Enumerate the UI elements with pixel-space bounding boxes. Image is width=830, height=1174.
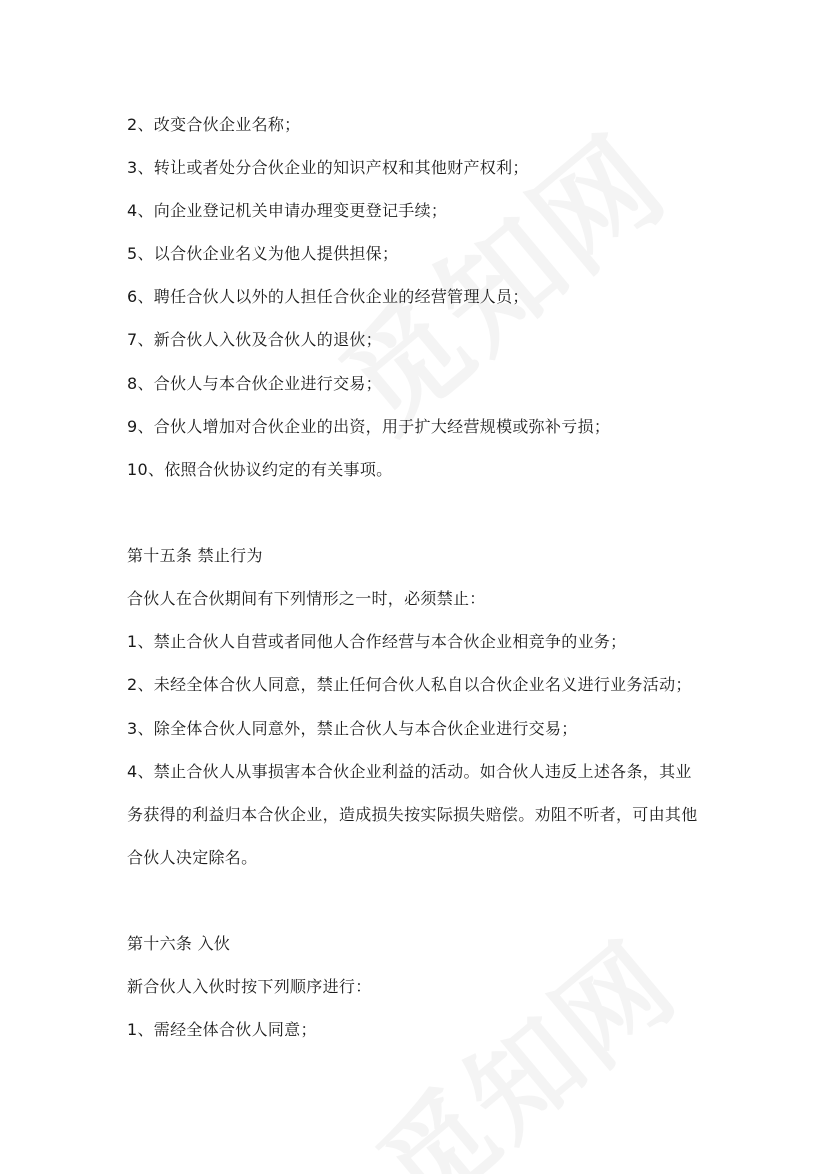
article-16-heading: 第十六条 入伙 <box>127 934 231 953</box>
list-item-10: 10、依照合伙协议约定的有关事项。 <box>127 460 393 479</box>
prohibition-item-1: 1、禁止合伙人自营或者同他人合作经营与本合伙企业相竞争的业务； <box>127 632 627 651</box>
list-item-8: 8、合伙人与本合伙企业进行交易； <box>127 374 382 393</box>
prohibition-item-4-line-2: 务获得的利益归本合伙企业，造成损失按实际损失赔偿。劝阻不听者，可由其他 <box>127 805 698 824</box>
watermark-bottom <box>340 900 704 1174</box>
list-item-9: 9、合伙人增加对合伙企业的出资，用于扩大经营规模或弥补亏损； <box>127 417 611 436</box>
list-item-7: 7、新合伙人入伙及合伙人的退伙； <box>127 330 382 349</box>
prohibition-item-3: 3、除全体合伙人同意外，禁止合伙人与本合伙企业进行交易； <box>127 719 578 738</box>
watermark <box>300 91 696 462</box>
list-item-2: 2、改变合伙企业名称； <box>127 115 301 134</box>
list-item-4: 4、向企业登记机关申请办理变更登记手续； <box>127 201 448 220</box>
article-15-intro: 合伙人在合伙期间有下列情形之一时，必须禁止： <box>127 589 486 608</box>
article-16-intro: 新合伙人入伙时按下列顺序进行： <box>127 977 372 996</box>
prohibition-item-4-line-1: 4、禁止合伙人从事损害本合伙企业利益的活动。如合伙人违反上述各条，其业 <box>127 762 692 781</box>
list-item-3: 3、转让或者处分合伙企业的知识产权和其他财产权利； <box>127 158 529 177</box>
list-item-6: 6、聘任合伙人以外的人担任合伙企业的经营管理人员； <box>127 287 529 306</box>
prohibition-item-2: 2、未经全体合伙人同意，禁止任何合伙人私自以合伙企业名义进行业务活动； <box>127 675 692 694</box>
list-item-5: 5、以合伙企业名义为他人提供担保； <box>127 244 399 263</box>
prohibition-item-4-line-3: 合伙人决定除名。 <box>127 848 258 867</box>
admission-item-1: 1、需经全体合伙人同意； <box>127 1020 317 1039</box>
article-15-heading: 第十五条 禁止行为 <box>127 546 263 565</box>
